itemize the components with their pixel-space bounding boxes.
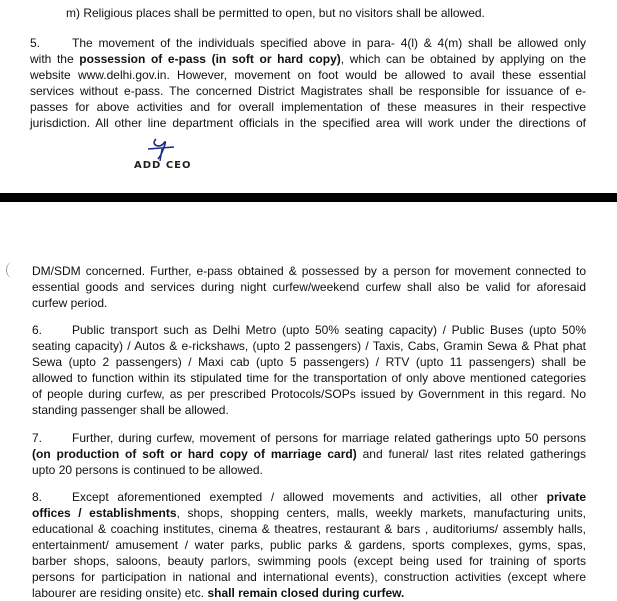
para5-line-4: services without e-pass. The concerned District Magistrates shall be responsible for issuance of e- [30, 84, 586, 98]
para8-line-5: barber shops, saloons, beauty parlors, swimming pools (except being used for training of sports [32, 554, 586, 568]
para6-line-5: of people during curfew, as per prescribed Protocols/SOPs issued by Government in this regard. No [32, 387, 586, 401]
para5-line-3: website www.delhi.gov.in. However, movement on foot would be allowed to avail these essential [30, 68, 586, 82]
item-m-text: m) Religious places shall be permitted to open, but no visitors shall be allowed. [66, 6, 485, 20]
scan-margin-mark [6, 262, 19, 278]
para6-line-2: seating capacity) / Autos & e-rickshaws, (upto 2 passengers) / Taxis, Cabs, Gramin Sewa & Phat phat [32, 339, 586, 353]
page-separator [0, 193, 617, 202]
continuation-line-2: essential goods and services during night curfew/weekend curfew shall also be valid for aforesaid [32, 280, 586, 294]
para5-number: 5. [30, 36, 41, 50]
continuation-line-3: curfew period. [32, 296, 108, 310]
para8-line-7: labourer are residing onsite) etc. shall remain closed during curfew. [32, 586, 405, 600]
para8-line-1: Except aforementioned exempted / allowed movements and activities, all other private [72, 490, 586, 504]
para5-line-5: passes for above activities and for overall implementation of these measures in their respective [30, 100, 586, 114]
para5-line-1: The movement of the individuals specified above in para- 4(l) & 4(m) shall be allowed only [72, 36, 586, 50]
para8-line-3: educational & coaching institutes, cinema & theatres, restaurant & bars , auditoriums/ assembly halls, [32, 522, 586, 536]
continuation-line-1: DM/SDM concerned. Further, e-pass obtained & possessed by a person for movement connected to [32, 264, 586, 278]
para7-line-2: (on production of soft or hard copy of marriage card) and funeral/ last rites related gatherings [32, 447, 587, 461]
para8-line-4: entertainment/ amusement / water parks, public parks & gardens, sports complexes, gyms, spas, [32, 538, 586, 552]
signature-initials: ADD CEO [134, 160, 192, 171]
para6-line-1: Public transport such as Delhi Metro (upto 50% seating capacity) / Public Buses (upto 50% [72, 323, 586, 337]
para8-line-6: persons for participation in national and international events), construction activities (except where [32, 570, 586, 584]
para6-number: 6. [32, 323, 43, 337]
para7-number: 7. [32, 431, 43, 445]
para6-line-6: standing passenger shall be allowed. [32, 403, 229, 417]
para7-line-3: upto 20 persons is continued to be allowed. [32, 463, 263, 477]
para5-line-2: with the possession of e-pass (in soft or hard copy), which can be obtained by applying on the [30, 52, 587, 66]
para7-line-1: Further, during curfew, movement of persons for marriage related gatherings upto 50 persons [72, 431, 586, 445]
para5-line-6: jurisdiction. All other line department officials in the specified area will work under the directions of [30, 116, 586, 130]
para8-number: 8. [32, 490, 43, 504]
para6-line-3: Sewa (upto 2 passengers) / Maxi cab (upto 5 passengers) / RTV (upto 11 passengers) shall be [32, 355, 586, 369]
para6-line-4: allowed to function within its stipulated time for the transportation of only above mentioned categories [32, 371, 586, 385]
para8-line-2: offices / establishments, shops, shopping centers, malls, weekly markets, manufacturing units, [32, 506, 586, 520]
